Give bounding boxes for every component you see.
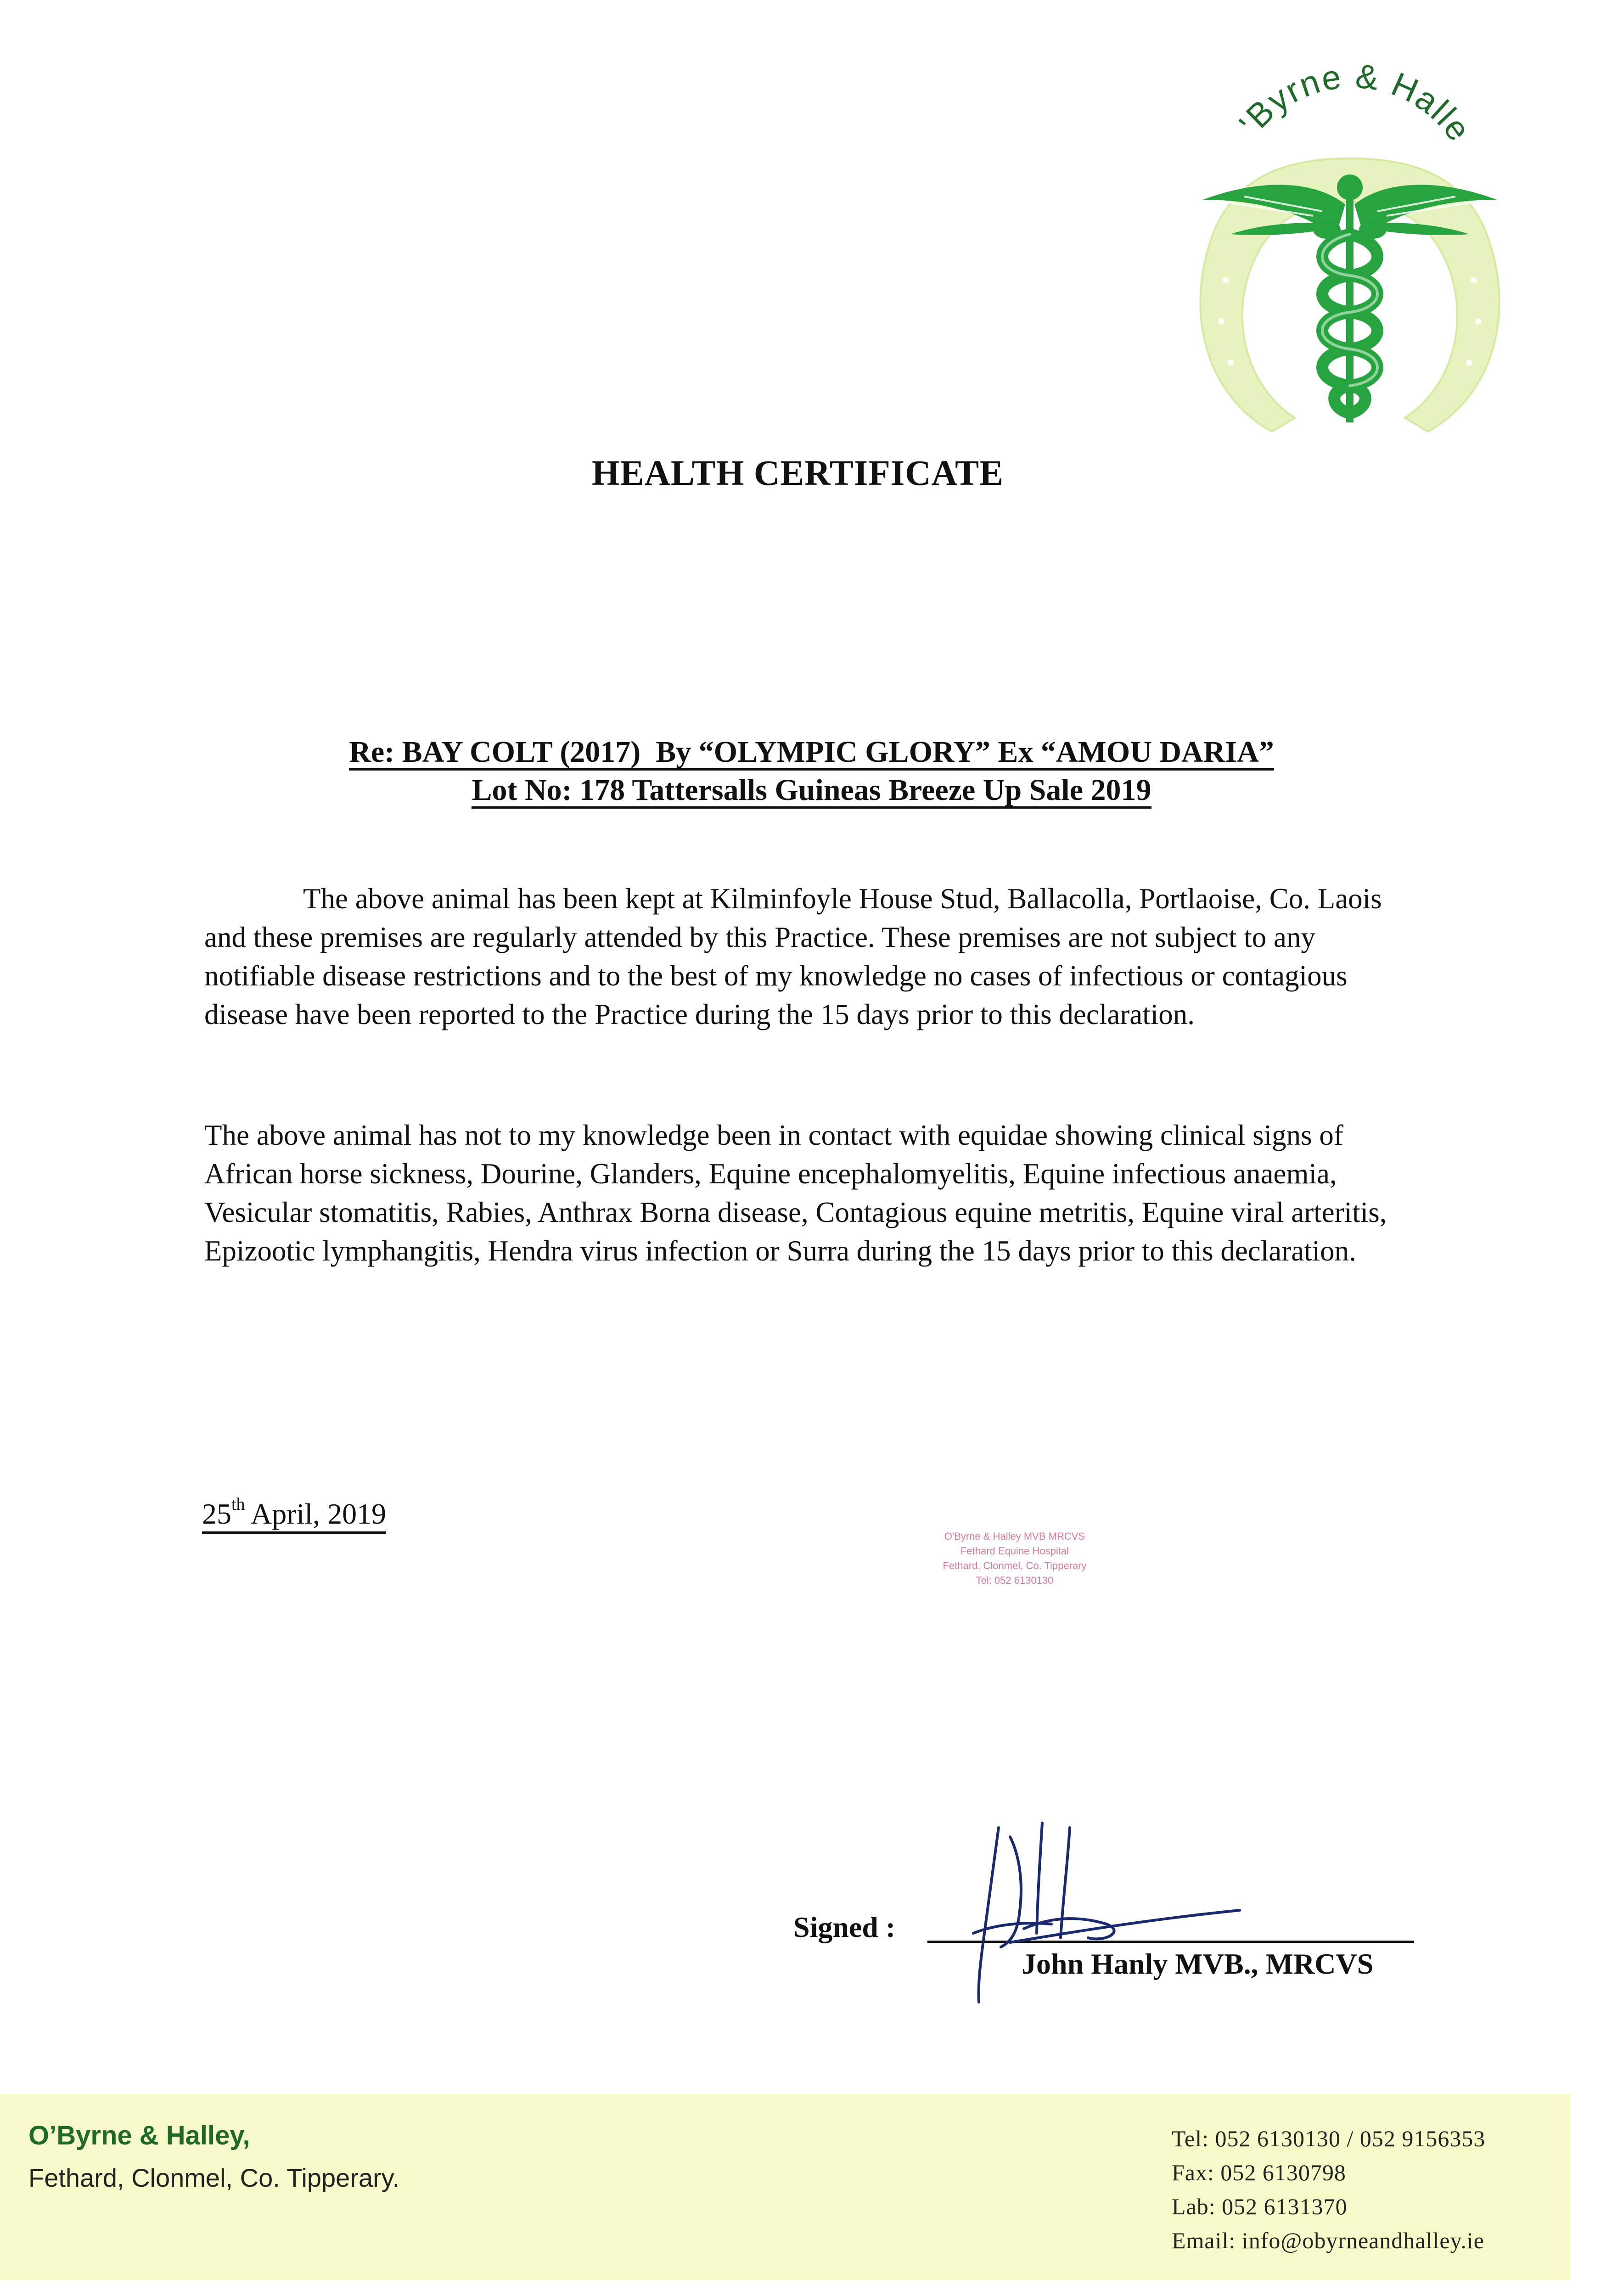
footer-email: Email: info@obyrneandhalley.ie [1172, 2228, 1484, 2253]
svg-text:O'Byrne & Halley: 'Byrne & Halle [1231, 56, 1479, 149]
footer-tel: Tel: 052 6130130 / 052 9156353 [1172, 2126, 1486, 2151]
subject-lot-text: Lot No: 178 Tattersalls Guineas Breeze Up Sale 2019 [472, 775, 1151, 809]
footer-practice-name: O’Byrne & Halley, [28, 2121, 250, 2150]
footer-contacts [1172, 2122, 1485, 2257]
document-title [0, 452, 1623, 494]
subject-horse-text: Re: BAY COLT (2017) By “OLYMPIC GLORY” Ex “AMOU DARIA” [349, 737, 1274, 771]
body-paragraph-premises: The above animal has been kept at Kilminfoyle House Stud, Ballacolla, Portlaoise, Co. Laois and these premises are regularly attended by this Practice. These premises are not subject to any notifiable disease restrictions and to the best of my knowledge no cases of infectious or contagious disease have been reported to the Practice during the 15 days prior to this declaration. [204, 883, 1382, 1030]
stamp-line: Fethard, Clonmel, Co. Tipperary [943, 1560, 1087, 1571]
stamp-line: O'Byrne & Halley MVB MRCVS [944, 1531, 1085, 1542]
stamp-line: Tel: 052 6130130 [976, 1575, 1054, 1586]
signer-name: John Hanly MVB., MRCVS [1022, 1947, 1374, 1980]
document-title-text: HEALTH CERTIFICATE [591, 453, 1004, 493]
footer-fax: Fax: 052 6130798 [1172, 2160, 1346, 2185]
declaration-date [202, 1495, 387, 1534]
letterhead-footer [0, 2094, 1570, 2280]
footer-lab: Lab: 052 6131370 [1172, 2194, 1348, 2219]
body-paragraph-contact: The above animal has not to my knowledge been in contact with equidae showing clinical signs of African horse sickness, Dourine, Glanders, Equine encephalomyelitis, Equine infectious anaemia, Vesicular stomatitis, Rabies, Anthrax Borna disease, Contagious equine metritis, Equine viral arteritis, Epizootic lymphangitis, Hendra virus infection or Surra during the 15 days prior to this declaration. [204, 1119, 1387, 1267]
date-day: 25 [202, 1497, 231, 1530]
signed-label: Signed : [793, 1911, 896, 1943]
practice-stamp [907, 1529, 1123, 1588]
caduceus-horseshoe-icon [1175, 41, 1524, 436]
date-suffix: th [231, 1495, 245, 1514]
subject-line-horse [0, 737, 1623, 771]
date-rest: April, 2019 [245, 1497, 387, 1530]
stamp-line: Fethard Equine Hospital [960, 1545, 1069, 1557]
footer-address: Fethard, Clonmel, Co. Tipperary. [28, 2163, 400, 2192]
subject-line-lot [0, 775, 1623, 809]
